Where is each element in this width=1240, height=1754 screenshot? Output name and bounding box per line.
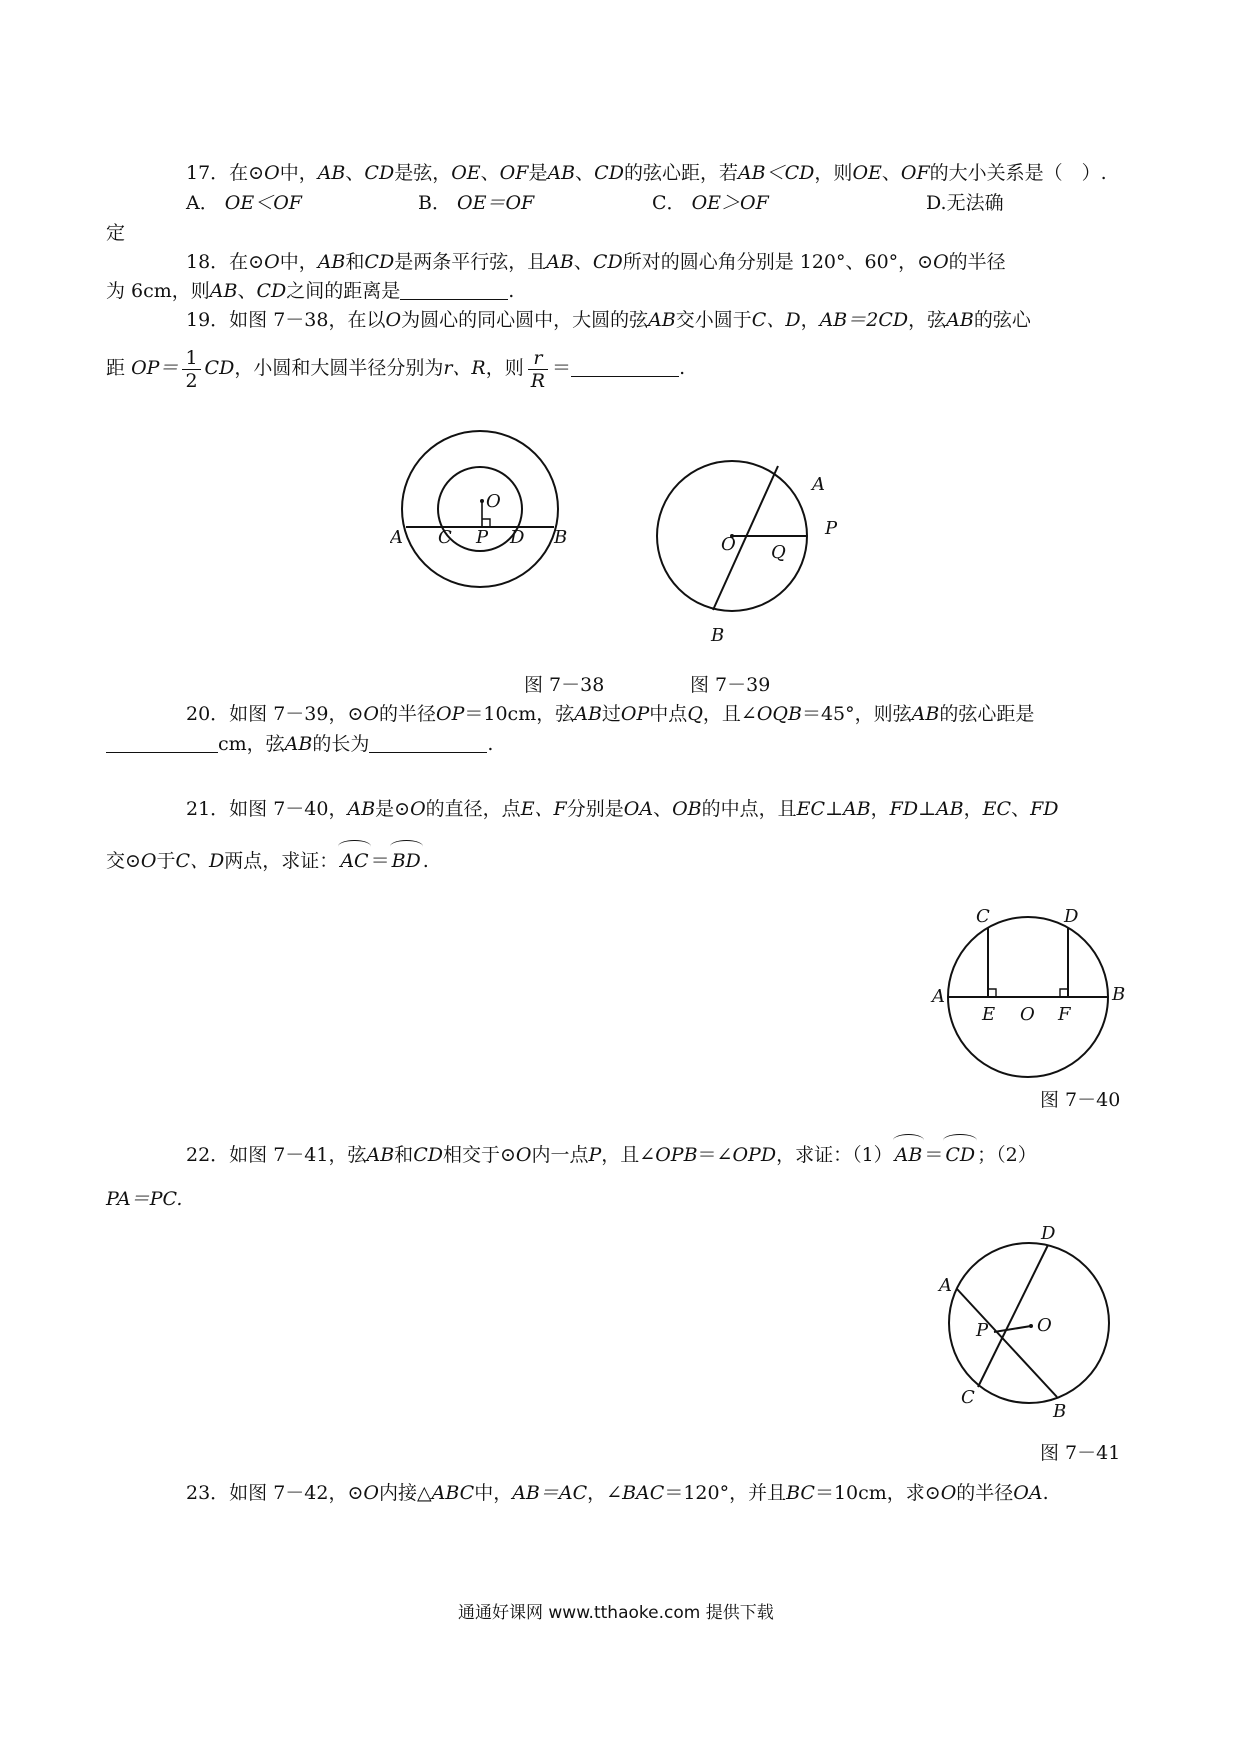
figure-7-38 [390, 425, 570, 595]
arc-bd: BD [391, 850, 421, 872]
q20-line1: 20．如图 7－39，⊙O的半径OP＝10cm，弦AB过OP中点Q，且∠OQB＝45°，则弦AB的弦心距是 [186, 703, 1035, 725]
figure-7-39 [645, 448, 855, 648]
answer-blank [400, 281, 508, 300]
fig38-label: A [390, 527, 403, 548]
fig41-label: A [939, 1275, 952, 1296]
q21-line2: 交⊙O于C、D两点，求证： AC ＝ BD . [106, 850, 429, 872]
q17-option-b: B． OE＝OF [418, 192, 535, 214]
fig39-label: P [825, 518, 838, 539]
fig41-label: C [961, 1387, 975, 1408]
fig38-label: C [438, 527, 452, 548]
fig40-label: D [1064, 906, 1079, 927]
figure-7-38-caption: 图 7－38 [524, 674, 605, 696]
fig39-label: Q [771, 542, 786, 563]
q18-line1: 18．在⊙O中，AB和CD是两条平行弦，且AB、CD所对的圆心角分别是 120°、60°，⊙O的半径 [186, 251, 1006, 273]
fig40-label: F [1058, 1004, 1071, 1025]
q18-line2: 为 6cm，则AB、CD之间的距离是 . [106, 280, 515, 302]
fig38-label: P [476, 527, 489, 548]
q19-line1: 19．如图 7－38，在以O为圆心的同心圆中，大圆的弦AB交小圆于C、D，AB＝2CD，弦AB的弦心 [186, 309, 1031, 331]
arc-ab: AB [894, 1144, 923, 1166]
q23-line1: 23．如图 7－42，⊙O内接△ABC中，AB＝AC，∠BAC＝120°，并且BC＝10cm，求⊙O的半径OA. [186, 1482, 1049, 1504]
answer-blank [106, 734, 218, 753]
fig38-label: O [486, 491, 501, 512]
figure-7-39-caption: 图 7－39 [690, 674, 771, 696]
fig40-label: B [1112, 984, 1126, 1005]
fig41-label: D [1041, 1225, 1056, 1244]
q19-line2: 距 OP＝ $\frac{1}{2}$ CD，小圆和大圆半径分别为r、R，则 $\frac{r}{R}$ ＝ . [106, 346, 686, 392]
fig40-label: A [932, 986, 945, 1007]
fig41-label: B [1053, 1401, 1067, 1422]
page-footer: 通通好课网 www.tthaoke.com 提供下载 [458, 1603, 774, 1623]
fig39-label: A [812, 474, 825, 495]
q17-stem: 17．在⊙O中，AB、CD是弦，OE、OF是AB、CD的弦心距，若AB＜CD，则OE、OF的大小关系是（ ）. [186, 162, 1107, 184]
q17-option-d: D.无法确 [926, 192, 1004, 214]
figure-7-40 [930, 900, 1130, 1100]
q17-option-a: A． OE＜OF [186, 192, 302, 214]
q21-line1: 21．如图 7－40，AB是⊙O的直径，点E、F分别是OA、OB的中点，且EC⊥AB，FD⊥AB，EC、FD [186, 798, 1059, 820]
fraction-r-over-R: $\frac{r}{R}$ [528, 347, 548, 392]
fig39-label: O [721, 534, 736, 555]
arc-cd: CD [945, 1144, 976, 1166]
figure-7-40-caption: 图 7－40 [1040, 1089, 1121, 1111]
fig40-label: C [976, 906, 990, 927]
q17-option-d-cont: 定 [106, 222, 126, 244]
fig38-label: B [554, 527, 568, 548]
fig40-label: E [982, 1004, 996, 1025]
fig41-label: P [976, 1320, 989, 1341]
fig41-label: O [1037, 1315, 1052, 1336]
answer-blank [369, 734, 487, 753]
arc-ac: AC [340, 850, 369, 872]
fraction-one-half: $\frac{1}{2}$ [182, 347, 200, 392]
answer-blank [571, 358, 679, 377]
q22-line1: 22．如图 7－41，弦AB和CD相交于⊙O内一点P，且∠OPB＝∠OPD，求证：（1） AB ＝ CD ；（2） [186, 1144, 1037, 1166]
figure-7-41 [935, 1225, 1115, 1425]
q20-line2: cm，弦AB的长为 . [106, 731, 493, 757]
fig39-label: B [711, 625, 725, 646]
q17-option-c: C． OE＞OF [652, 192, 769, 214]
q22-line2: PA＝PC. [106, 1188, 183, 1210]
figure-7-41-caption: 图 7－41 [1040, 1442, 1121, 1464]
fig38-label: D [510, 527, 525, 548]
fig40-label: O [1020, 1004, 1035, 1025]
